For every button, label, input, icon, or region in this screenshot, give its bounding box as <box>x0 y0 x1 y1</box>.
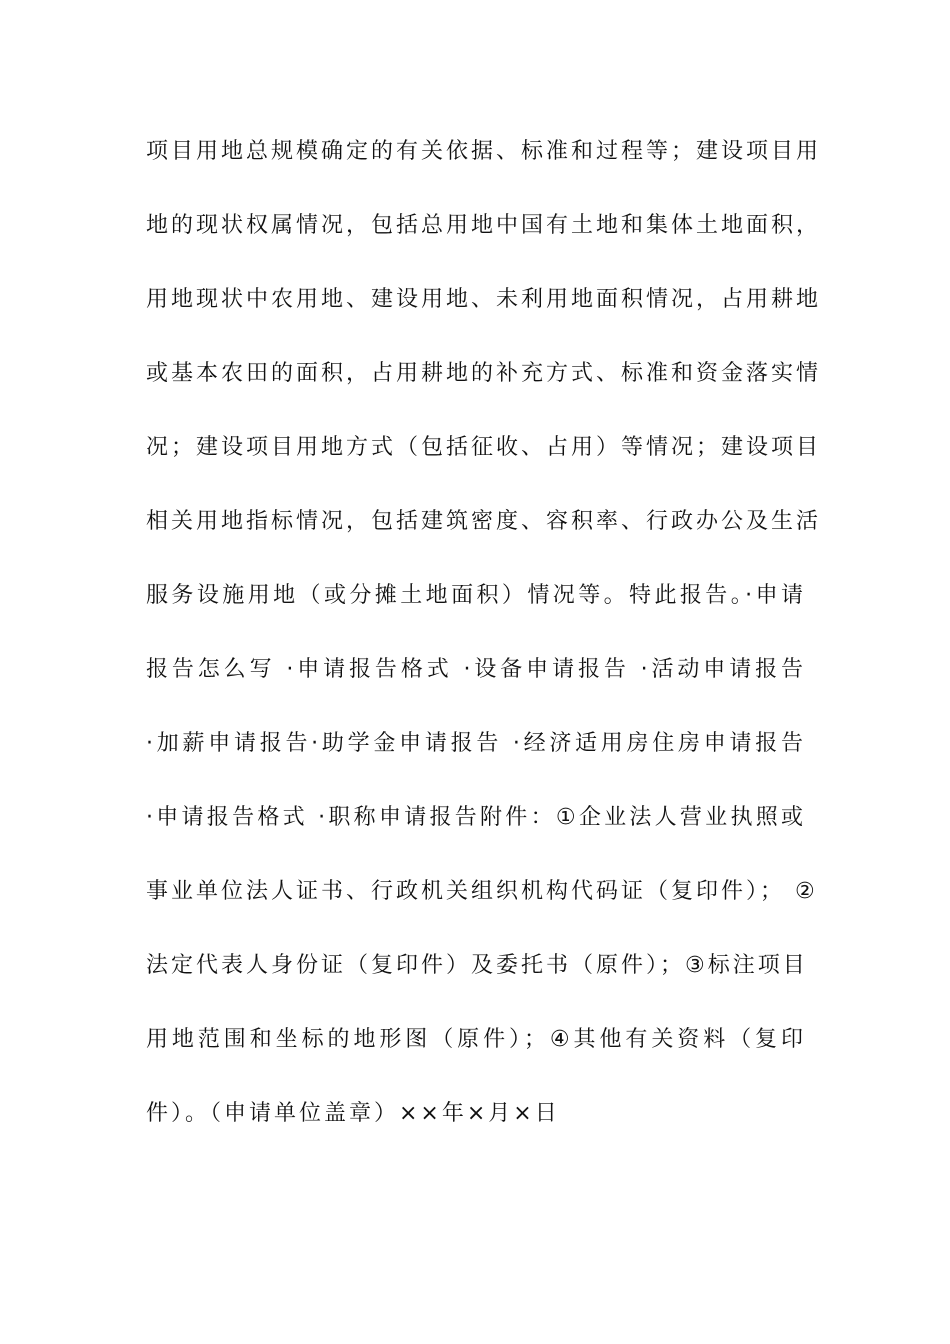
text-line: 或基本农田的面积，占用耕地的补充方式、标准和资金落实情 <box>146 361 822 386</box>
text-line: 服务设施用地（或分摊土地面积）情况等。特此报告。·申请 <box>146 583 806 608</box>
text-line: 相关用地指标情况，包括建筑密度、容积率、行政办公及生活 <box>146 509 822 534</box>
text-line: 项目用地总规模确定的有关依据、标准和过程等；建设项目用 <box>146 139 822 164</box>
body-text <box>146 128 822 1164</box>
text-line: ·加薪申请报告·助学金申请报告 ·经济适用房住房申请报告 <box>146 731 806 756</box>
text-line: 用地范围和坐标的地形图（原件）；④其他有关资料（复印 <box>146 1027 806 1052</box>
text-line: 报告怎么写 ·申请报告格式 ·设备申请报告 ·活动申请报告 <box>146 657 806 682</box>
text-line: 况；建设项目用地方式（包括征收、占用）等情况；建设项目 <box>146 435 822 460</box>
text-line: ·申请报告格式 ·职称申请报告附件：①企业法人营业执照或 <box>146 805 806 830</box>
text-line: 地的现状权属情况，包括总用地中国有土地和集体土地面积， <box>146 213 822 238</box>
text-line: 用地现状中农用地、建设用地、未利用地面积情况，占用耕地 <box>146 287 822 312</box>
text-line: 件）。（申请单位盖章）××年×月×日 <box>146 1101 560 1126</box>
text-line: 事业单位法人证书、行政机关组织机构代码证（复印件）； ② <box>146 879 818 904</box>
text-line: 法定代表人身份证（复印件）及委托书（原件）；③标注项目 <box>146 953 808 978</box>
